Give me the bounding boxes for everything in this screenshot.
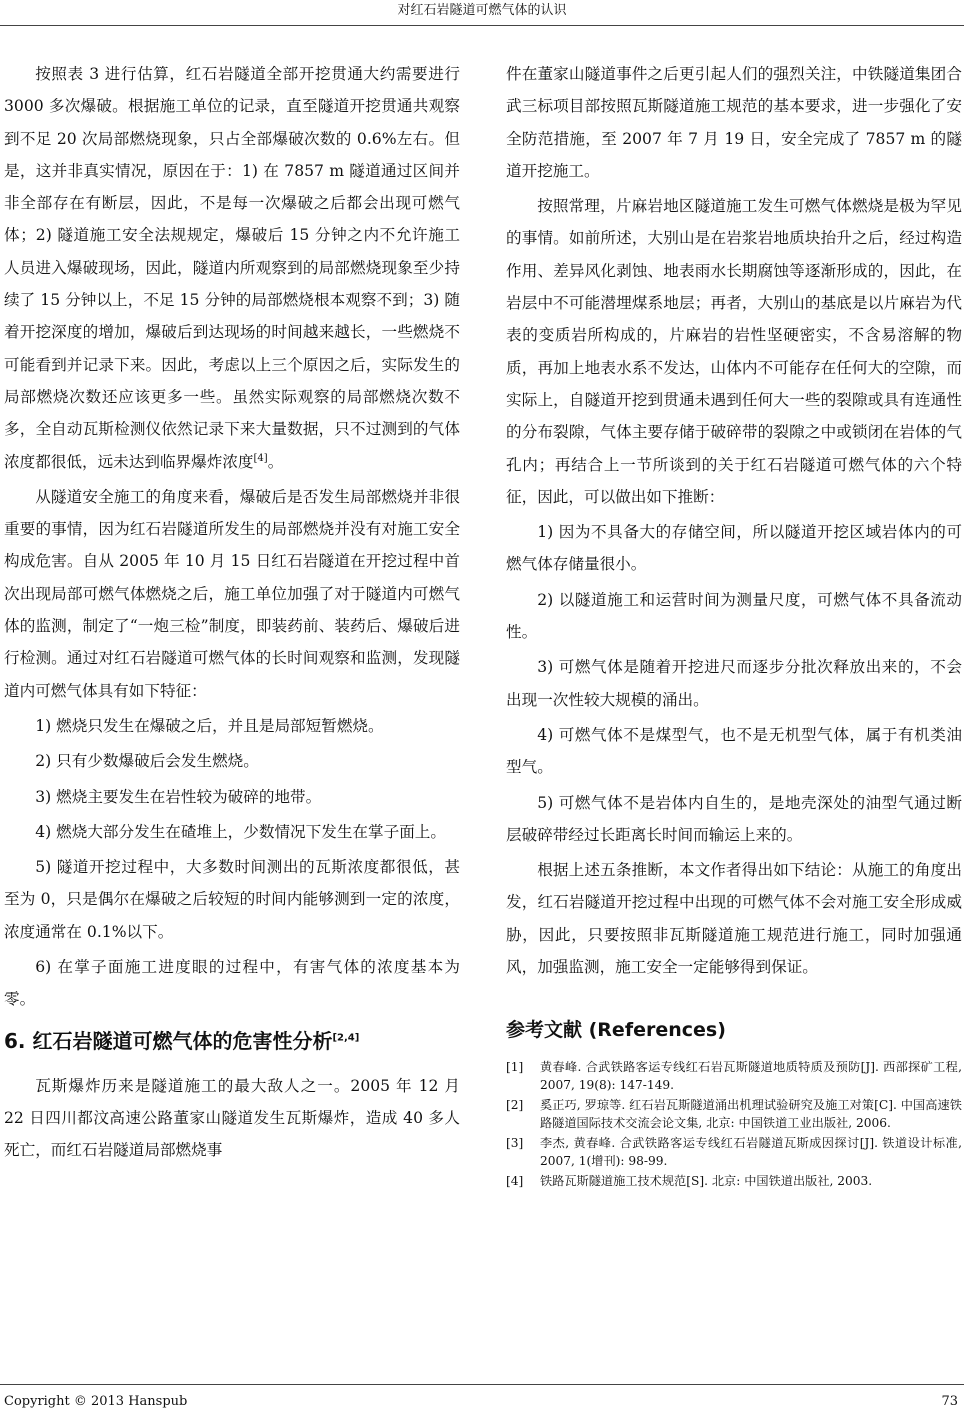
inference-item: 5) 可燃气体不是岩体内自生的，是地壳深处的油型气通过断层破碎带经过长距离长时间而输运上来的。 xyxy=(506,793,962,844)
section-heading-text: 6. 红石岩隧道可燃气体的危害性分析 xyxy=(4,1028,333,1053)
running-title: 对红石岩隧道可燃气体的认识 xyxy=(397,3,567,18)
left-column xyxy=(4,58,460,1167)
reference-text: 奚正巧, 罗琼等. 红石岩瓦斯隧道涌出机理试验研究及施工对策[C]. 中国高速铁路隧道国际技术交流会论文集, 北京: 中国铁道工业出版社, 2006. xyxy=(540,1098,962,1130)
paragraph-continued: 件在董家山隧道事件之后更引起人们的强烈关注，中铁隧道集团合武三标项目部按照瓦斯隧道施工规范的基本要求，进一步强化了安全防范措施，至 2007 年 7 月 19 日，安全完成了 7857 m 的隧道开挖施工。 xyxy=(506,65,962,180)
paragraph-gas-explosion: 瓦斯爆炸历来是隧道施工的最大敌人之一。2005 年 12 月 22 日四川都汶高速公路董家山隧道发生瓦斯爆炸，造成 40 多人死亡，而红石岩隧道局部燃烧事 xyxy=(4,1076,460,1160)
paragraph-geology-reasoning: 按照常理，片麻岩地区隧道施工发生可燃气体燃烧是极为罕见的事情。如前所述，大别山是在岩浆岩地质块抬升之后，经过构造作用、差异风化剥蚀、地表雨水长期腐蚀等逐渐形成的，因此，在岩层中不可能潜埋煤系地层；再者，大别山的基底是以片麻岩为代表的变质岩所构成的，片麻岩的岩性坚硬密实，不含易溶解的物质，再加上地表水系不发达，山体内不可能存在任何大的空隙，而实际上，自隧道开挖到贯通未遇到任何大一些的裂隙或具有连通性的分布裂隙，气体主要存储于破碎带的裂隙之中或锁闭在岩体的气孔内；再结合上一节所谈到的关于红石岩隧道可燃气体的六个特征，因此，可以做出如下推断： xyxy=(506,197,962,506)
reference-item xyxy=(506,1135,962,1170)
paragraph-end: 。 xyxy=(267,452,284,471)
copyright-notice: Copyright © 2013 Hanspub xyxy=(4,1394,188,1409)
right-column xyxy=(506,58,962,1194)
inference-item: 1) 因为不具备大的存储空间，所以隧道开挖区域岩体内的可燃气体存储量很小。 xyxy=(506,523,962,574)
section-heading xyxy=(4,1024,460,1058)
reference-item xyxy=(506,1097,962,1132)
references-heading: 参考文献 (References) xyxy=(506,1019,726,1042)
feature-item: 4) 燃烧大部分发生在碴堆上，少数情况下发生在掌子面上。 xyxy=(35,822,446,841)
reference-item xyxy=(506,1059,962,1094)
citation: [2,4] xyxy=(332,1031,360,1043)
feature-item: 5) 隧道开挖过程中，大多数时间测出的瓦斯浓度都很低，甚至为 0，只是偶尔在爆破之后较短的时间内能够测到一定的浓度，浓度通常在 0.1%以下。 xyxy=(4,858,460,941)
reference-text: 铁路瓦斯隧道施工技术规范[S]. 北京: 中国铁道出版社, 2003. xyxy=(540,1174,873,1189)
reference-number: [4] xyxy=(506,1174,524,1189)
feature-item: 1) 燃烧只发生在爆破之后，并且是局部短暂燃烧。 xyxy=(35,716,384,735)
reference-number: [2] xyxy=(506,1098,524,1113)
feature-item: 3) 燃烧主要发生在岩性较为破碎的地带。 xyxy=(35,787,322,806)
paragraph-blasting-estimate xyxy=(4,58,460,478)
citation: [4] xyxy=(253,452,268,464)
reference-number: [3] xyxy=(506,1136,524,1151)
header-rule xyxy=(0,25,964,26)
paragraph-conclusion: 根据上述五条推断，本文作者得出如下结论：从施工的角度出发，红石岩隧道开挖过程中出现的可燃气体不会对施工安全形成威胁，因此，只要按照非瓦斯隧道施工规范进行施工，同时加强通风，加强监测，施工安全一定能够得到保证。 xyxy=(506,861,962,977)
reference-text: 黄春峰. 合武铁路客运专线红石岩瓦斯隧道地质特质及预防[J]. 西部探矿工程, 2007, 19(8): 147-149. xyxy=(540,1060,962,1092)
reference-number: [1] xyxy=(506,1060,524,1075)
reference-text: 李杰, 黄春峰. 合武铁路客运专线红石岩隧道瓦斯成因探讨[J]. 铁道设计标准, 2007, 1(增刊): 98-99. xyxy=(540,1136,962,1168)
paragraph-text: 按照表 3 进行估算，红石岩隧道全部开挖贯通大约需要进行 3000 多次爆破。根据施工单位的记录，直至隧道开挖贯通共观察到不足 20 次局部燃烧现象，只占全部爆破次数的 0.6%左右。但是，这并非真实情况，原因在于：1) 在 7857 m 隧道通过区间并非全部存在有断层，因此，不是每一次爆破之后都会出现可燃气体；2) 隧道施工安全法规规定，爆破后 15 分钟之内不允许施工人员进入爆破现场，因此，隧道内所观察到的局部燃烧现象至少持续了 15 分钟以上，不足 15 分钟的局部燃烧根本观察不到；3) 随着开挖深度的增加，爆破后到达现场的时间越来越长，一些燃烧不可能看到并记录下来。因此，考虑以上三个原因之后，实际发生的局部燃烧次数还应该更多一些。虽然实际观察的局部燃烧次数不多，全自动瓦斯检测仪依然记录下来大量数据，只不过测到的气体浓度都很低，远未达到临界爆炸浓度 xyxy=(4,65,460,471)
paragraph-safety-monitoring: 从隧道安全施工的角度来看，爆破后是否发生局部燃烧并非很重要的事情，因为红石岩隧道所发生的局部燃烧并没有对施工安全构成危害。自从 2005 年 10 月 15 日红石岩隧道在开挖过程中首次出现局部可燃气体燃烧之后，施工单位加强了对于隧道内可燃气体的监测，制定了“一炮三检”制度，即装药前、装药后、爆破后进行检测。通过对红石岩隧道可燃气体的长时间观察和监测，发现隧道内可燃气体具有如下特征： xyxy=(4,487,460,700)
inference-item: 2) 以隧道施工和运营时间为测量尺度，可燃气体不具备流动性。 xyxy=(506,590,962,642)
inference-item: 4) 可燃气体不是煤型气，也不是无机型气体，属于有机类油型气。 xyxy=(506,725,962,777)
reference-item xyxy=(506,1173,962,1191)
feature-item: 6) 在掌子面施工进度眼的过程中，有害气体的浓度基本为零。 xyxy=(4,958,460,1009)
feature-item: 2) 只有少数爆破后会发生燃烧。 xyxy=(35,752,259,771)
inference-item: 3) 可燃气体是随着开挖进尺而逐步分批次释放出来的，不会出现一次性较大规模的涌出。 xyxy=(506,658,962,709)
page-number: 73 xyxy=(941,1394,958,1409)
footer-rule xyxy=(0,1384,964,1385)
